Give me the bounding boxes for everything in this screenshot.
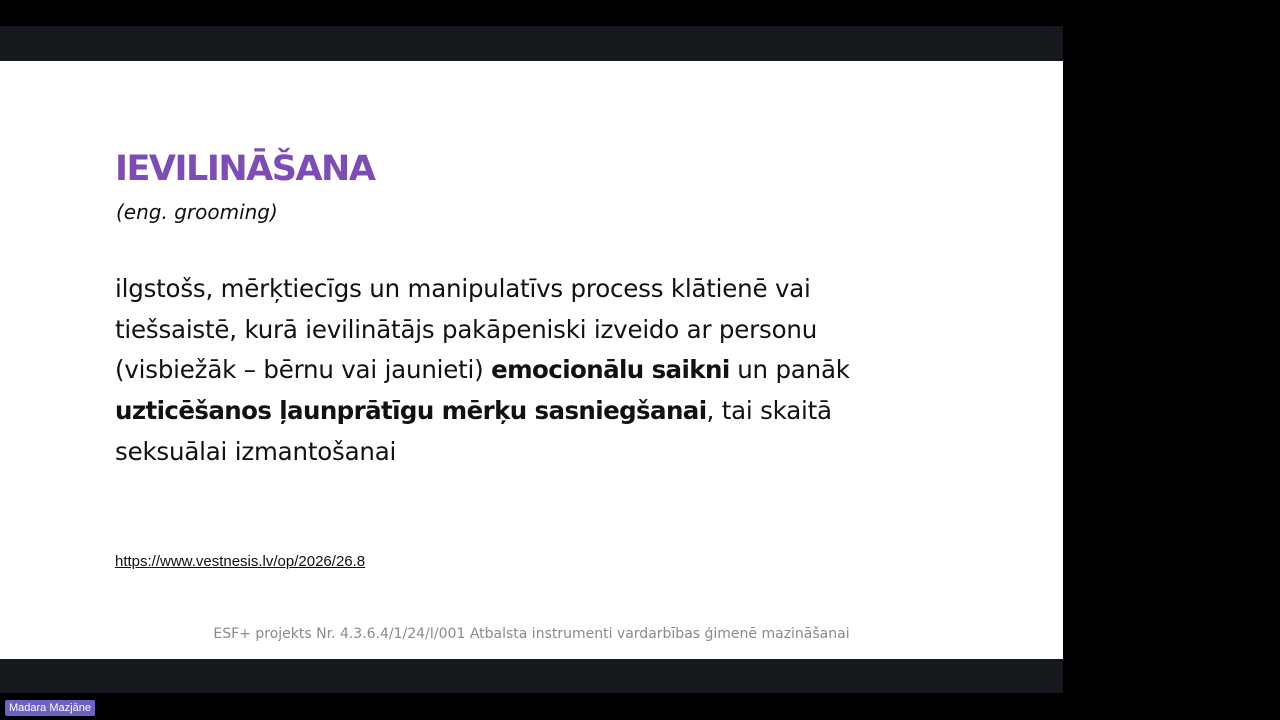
definition-text-span: (visbiežāk – bērnu vai jaunieti): [115, 355, 492, 385]
definition-text: [115, 269, 915, 473]
definition-text-span: un panāk: [729, 355, 850, 385]
slide-subtitle: (eng. grooming): [116, 200, 278, 224]
definition-line: [115, 350, 915, 391]
definition-line: seksuālai izmantošanai: [115, 436, 397, 466]
definition-line: [115, 391, 915, 432]
presentation-slide: [0, 61, 1063, 659]
source-link[interactable]: https://www.vestnesis.lv/op/2026/26.8: [115, 553, 366, 570]
shared-screen-bottom-bar: [0, 659, 1063, 693]
definition-line: tiešsaistē, kurā ievilinātājs pakāpeniski izveido ar personu: [115, 314, 818, 344]
definition-line: ilgstošs, mērķtiecīgs un manipulatīvs process klātienē vai: [115, 274, 811, 303]
project-footer: ESF+ projekts Nr. 4.3.6.4/1/24/I/001 Atbalsta instrumenti vardarbības ģimenē mazināšanai: [213, 626, 850, 642]
emphasis-emotional-bond: emocionālu saikni: [491, 355, 730, 385]
emphasis-trust: uzticēšanos ļaunprātīgu mērķu sasniegšanai: [115, 396, 707, 426]
shared-screen-top-bar: [0, 26, 1063, 61]
participant-name-tag: Madara Mazjāne: [5, 700, 95, 716]
definition-text-span: , tai skaitā: [706, 396, 832, 426]
slide-title: IEVILINĀŠANA: [115, 149, 375, 189]
